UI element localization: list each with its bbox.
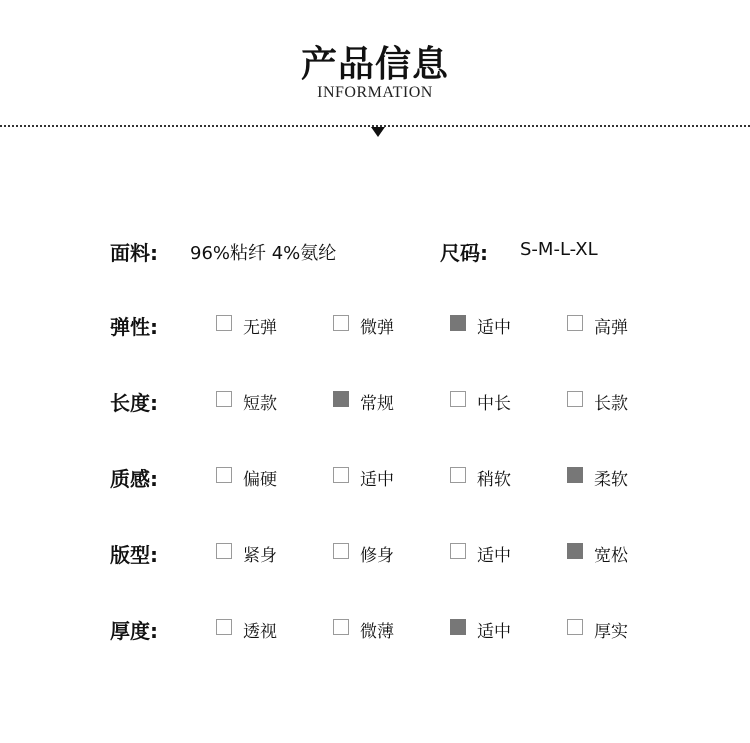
section-subtitle: INFORMATION xyxy=(317,84,433,101)
checkbox-box[interactable] xyxy=(333,467,349,483)
option-label: 适中 xyxy=(477,622,511,642)
checkbox-box[interactable] xyxy=(216,619,232,635)
spec-row-fabric-size xyxy=(0,235,750,265)
checkbox-box[interactable] xyxy=(216,391,232,407)
option-label: 修身 xyxy=(360,546,394,566)
option-label: 无弹 xyxy=(243,318,277,338)
option-label: 透视 xyxy=(243,622,277,642)
checkbox-box[interactable] xyxy=(450,315,466,331)
checkbox-box[interactable] xyxy=(216,315,232,331)
checkbox-box[interactable] xyxy=(450,467,466,483)
attribute-label: 质感: xyxy=(110,467,158,491)
checkbox-box[interactable] xyxy=(567,391,583,407)
option-label: 微薄 xyxy=(360,622,394,642)
option-label: 稍软 xyxy=(477,470,511,490)
attribute-row-elasticity xyxy=(0,309,750,339)
option-label: 厚实 xyxy=(594,622,628,642)
option-label: 适中 xyxy=(360,470,394,490)
checkbox-box[interactable] xyxy=(450,619,466,635)
option-label: 偏硬 xyxy=(243,470,277,490)
checkbox-box[interactable] xyxy=(333,315,349,331)
option-label: 紧身 xyxy=(243,546,277,566)
attribute-label: 长度: xyxy=(110,391,158,415)
checkbox-box[interactable] xyxy=(333,619,349,635)
fabric-value: 96%粘纤 4%氨纶 xyxy=(190,243,337,264)
checkbox-box[interactable] xyxy=(450,391,466,407)
option-label: 常规 xyxy=(360,394,394,414)
triangle-pointer-icon xyxy=(371,127,385,137)
attribute-row-texture xyxy=(0,461,750,491)
option-label: 宽松 xyxy=(594,546,628,566)
checkbox-box[interactable] xyxy=(567,467,583,483)
option-label: 中长 xyxy=(477,394,511,414)
checkbox-box[interactable] xyxy=(333,391,349,407)
section-title: 产品信息 xyxy=(300,44,449,85)
attribute-label: 弹性: xyxy=(110,315,158,339)
attribute-label: 厚度: xyxy=(110,619,158,643)
checkbox-box[interactable] xyxy=(333,543,349,559)
option-label: 柔软 xyxy=(594,470,628,490)
attribute-row-thickness xyxy=(0,613,750,643)
checkbox-box[interactable] xyxy=(567,543,583,559)
option-label: 长款 xyxy=(594,394,628,414)
checkbox-box[interactable] xyxy=(216,543,232,559)
option-label: 微弹 xyxy=(360,318,394,338)
option-label: 适中 xyxy=(477,318,511,338)
fabric-label: 面料: xyxy=(110,241,158,265)
size-value: S-M-L-XL xyxy=(520,239,598,260)
checkbox-box[interactable] xyxy=(450,543,466,559)
checkbox-box[interactable] xyxy=(567,619,583,635)
option-label: 高弹 xyxy=(594,318,628,338)
size-label: 尺码: xyxy=(440,241,488,265)
option-label: 短款 xyxy=(243,394,277,414)
attribute-label: 版型: xyxy=(110,543,158,567)
option-label: 适中 xyxy=(477,546,511,566)
checkbox-box[interactable] xyxy=(216,467,232,483)
attribute-row-length xyxy=(0,385,750,415)
checkbox-box[interactable] xyxy=(567,315,583,331)
attribute-row-fit xyxy=(0,537,750,567)
